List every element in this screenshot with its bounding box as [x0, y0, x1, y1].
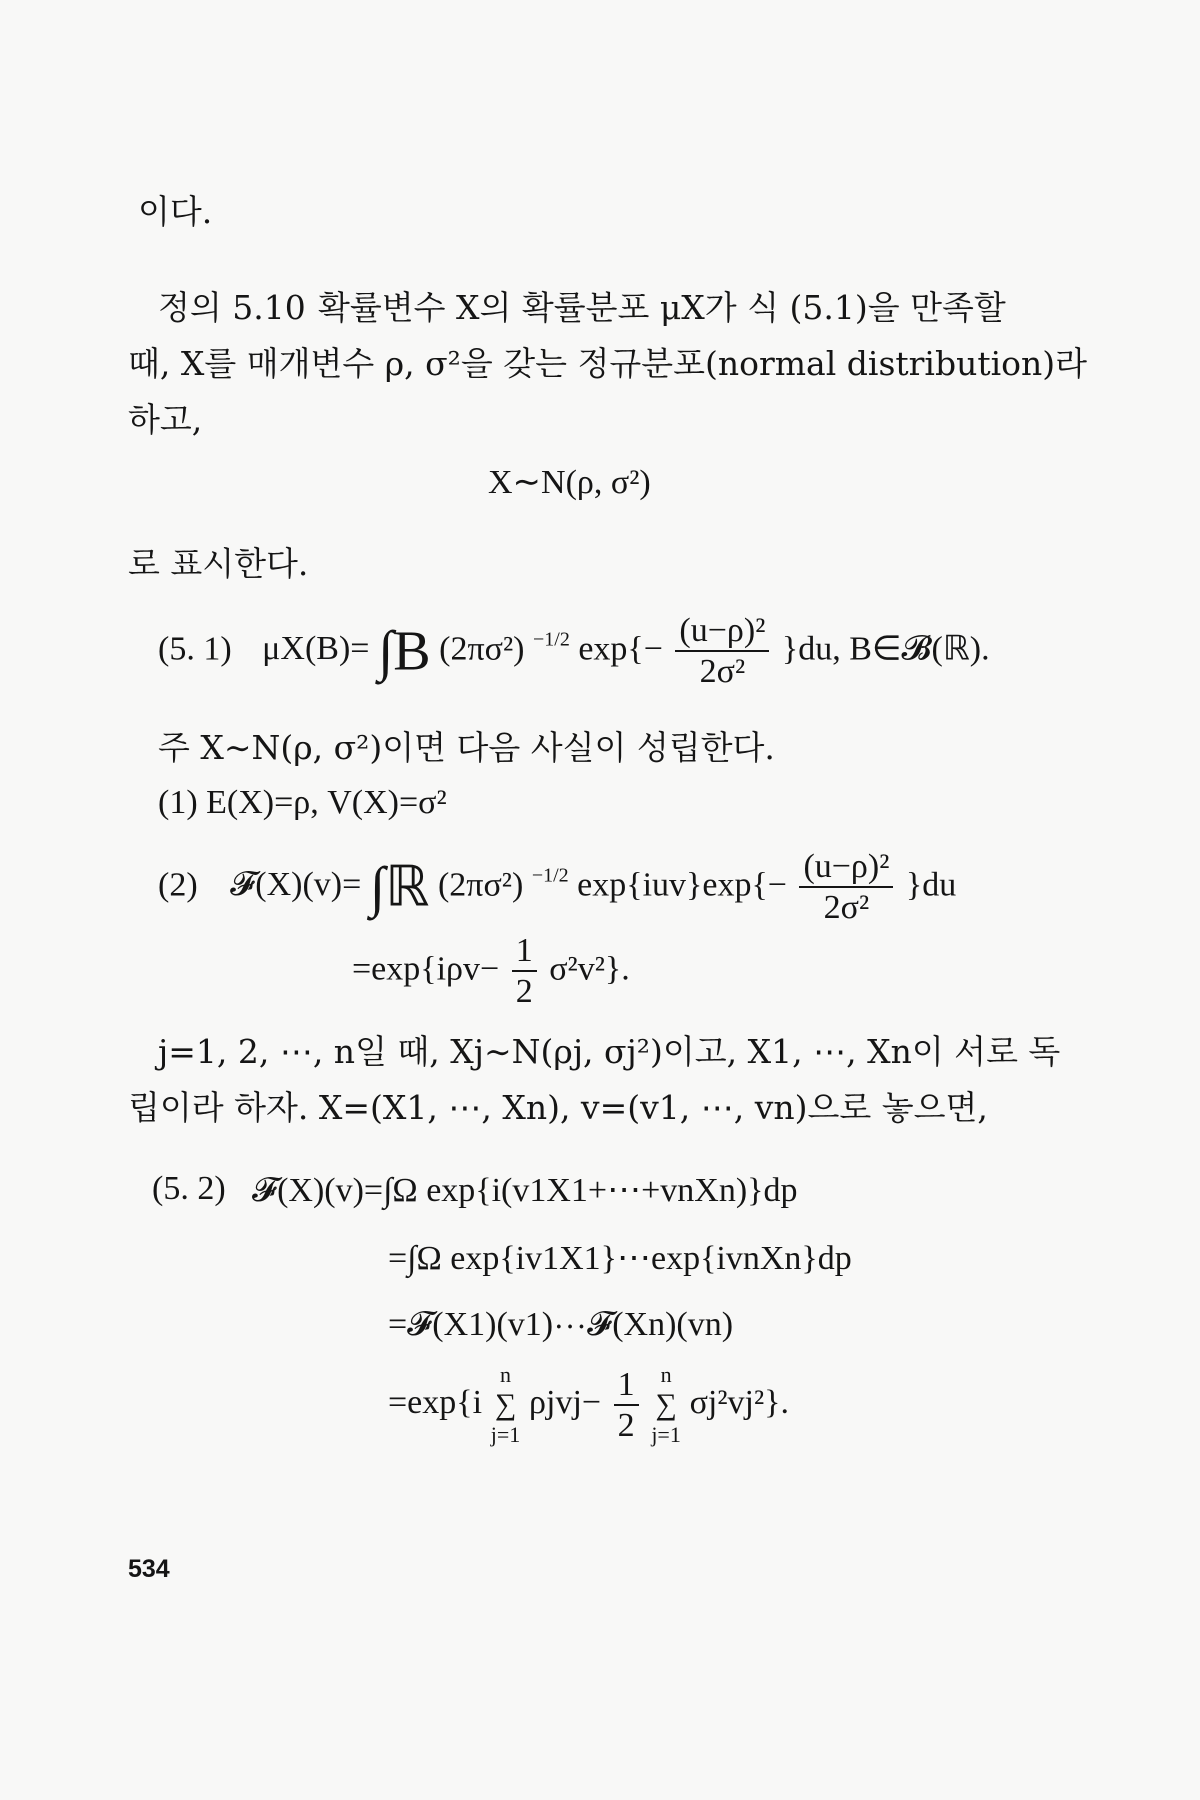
equation-5-1-exp: exp{−: [578, 630, 663, 668]
note-item-2-power: −1/2: [531, 864, 569, 887]
definition-text-line-3: 하고,: [128, 400, 203, 439]
equation-5-2-line-4-fraction: [614, 1365, 639, 1444]
note-item-2-integral: ∫ℝ: [369, 856, 430, 919]
page-number: 534: [128, 1555, 170, 1583]
equation-5-2-sum-1-top: n: [500, 1362, 512, 1387]
equation-5-1-factor: (2πσ²): [439, 630, 525, 668]
note-item-2-label: (2): [158, 866, 198, 904]
definition-text-line-2: 때, X를 매개변수 ρ, σ²을 갖는 정규분포(normal distribution)라: [128, 344, 1088, 383]
equation-5-2-line-4-mid: ρjvj−: [529, 1383, 602, 1421]
note-item-2-line-2: [352, 934, 630, 1009]
note-item-2-mid: (2πσ²): [437, 866, 524, 904]
definition-text-line-1: 확률변수 X의 확률분포 μX가 식 (5.1)을 만족할: [318, 288, 1006, 327]
equation-5-2-line-4-numerator: 1: [614, 1368, 639, 1406]
note-item-2-denominator: 2σ²: [823, 889, 870, 926]
note-item-2-line-2-fraction: [512, 934, 537, 1009]
note-item-2-numerator: (u−ρ)²: [799, 850, 893, 888]
definition-title: 정의 5.10: [158, 288, 306, 327]
equation-5-2-sum-2-top: n: [660, 1362, 672, 1387]
note-item-2-after: exp{iuv}exp{−: [577, 866, 787, 904]
equation-5-2-sum-1-symbol: ∑: [494, 1388, 517, 1421]
equation-5-2-sum-2-bottom: j=1: [651, 1422, 681, 1447]
note-item-2-fraction: [799, 850, 893, 925]
note-item-2-tail: }du: [905, 866, 957, 904]
note-item-2-line-2-denominator: 2: [515, 973, 533, 1010]
equation-5-2-line-3: =𝓕(X1)(v1)⋯𝓕(Xn)(vn): [388, 1306, 734, 1343]
equation-5-1-integral: ∫B: [377, 620, 431, 683]
equation-5-1-lhs: μX(B)=: [262, 630, 370, 668]
equation-5-1-fraction: [675, 614, 769, 689]
note-item-2-line-2-start: =exp{iρv−: [352, 950, 500, 988]
equation-5-1-denominator: 2σ²: [699, 653, 746, 690]
equation-5-2-sum-2: [651, 1362, 681, 1448]
equation-5-2-sum-1-bottom: j=1: [490, 1422, 521, 1447]
note-item-1: (1) E(X)=ρ, V(X)=σ²: [158, 784, 447, 821]
equation-5-2-line-4: [388, 1362, 789, 1448]
equation-5-2-sum-1: [491, 1362, 521, 1448]
equation-5-1-power: −1/2: [532, 628, 570, 651]
equation-5-2-line-1: 𝓕(X)(v)=∫Ω exp{i(v1X1+⋯+vnXn)}dp: [252, 1172, 798, 1209]
display-phrase: 로 표시한다.: [128, 544, 309, 583]
equation-5-2-line-4-start: =exp{i: [388, 1383, 483, 1421]
equation-5-2-line-2: =∫Ω exp{iv1X1}⋯exp{ivnXn}dp: [388, 1240, 852, 1277]
paragraph-line-1: j=1, 2, ⋯, n일 때, Xj∼N(ρj, σj²)이고, X1, ⋯, Xn이 서로 독: [158, 1032, 1061, 1071]
equation-5-1-label: (5. 1): [158, 630, 232, 668]
distribution-notation: X∼N(ρ, σ²): [488, 464, 651, 501]
note-item-2-lhs: 𝓕(X)(v)=: [230, 866, 362, 904]
opening-line: 이다.: [138, 192, 213, 231]
note-intro: 주 X∼N(ρ, σ²)이면 다음 사실이 성립한다.: [158, 728, 775, 767]
equation-5-2-label: (5. 2): [152, 1170, 226, 1207]
paragraph-line-2: 립이라 하자. X=(X1, ⋯, Xn), v=(v1, ⋯, vn)으로 놓으면,: [128, 1088, 988, 1127]
equation-5-1-tail: }du, B∈𝓑(ℝ).: [781, 630, 990, 668]
equation-5-2-sum-2-symbol: ∑: [655, 1388, 677, 1421]
equation-5-1-numerator: (u−ρ)²: [675, 614, 769, 652]
note-item-2: [158, 850, 956, 925]
note-item-2-line-2-end: σ²v²}.: [549, 950, 630, 988]
equation-5-2-line-4-end: σj²vj²}.: [689, 1383, 790, 1421]
equation-5-1: [158, 614, 990, 689]
note-item-2-line-2-numerator: 1: [512, 934, 537, 972]
equation-5-2-line-4-denominator: 2: [617, 1406, 635, 1444]
